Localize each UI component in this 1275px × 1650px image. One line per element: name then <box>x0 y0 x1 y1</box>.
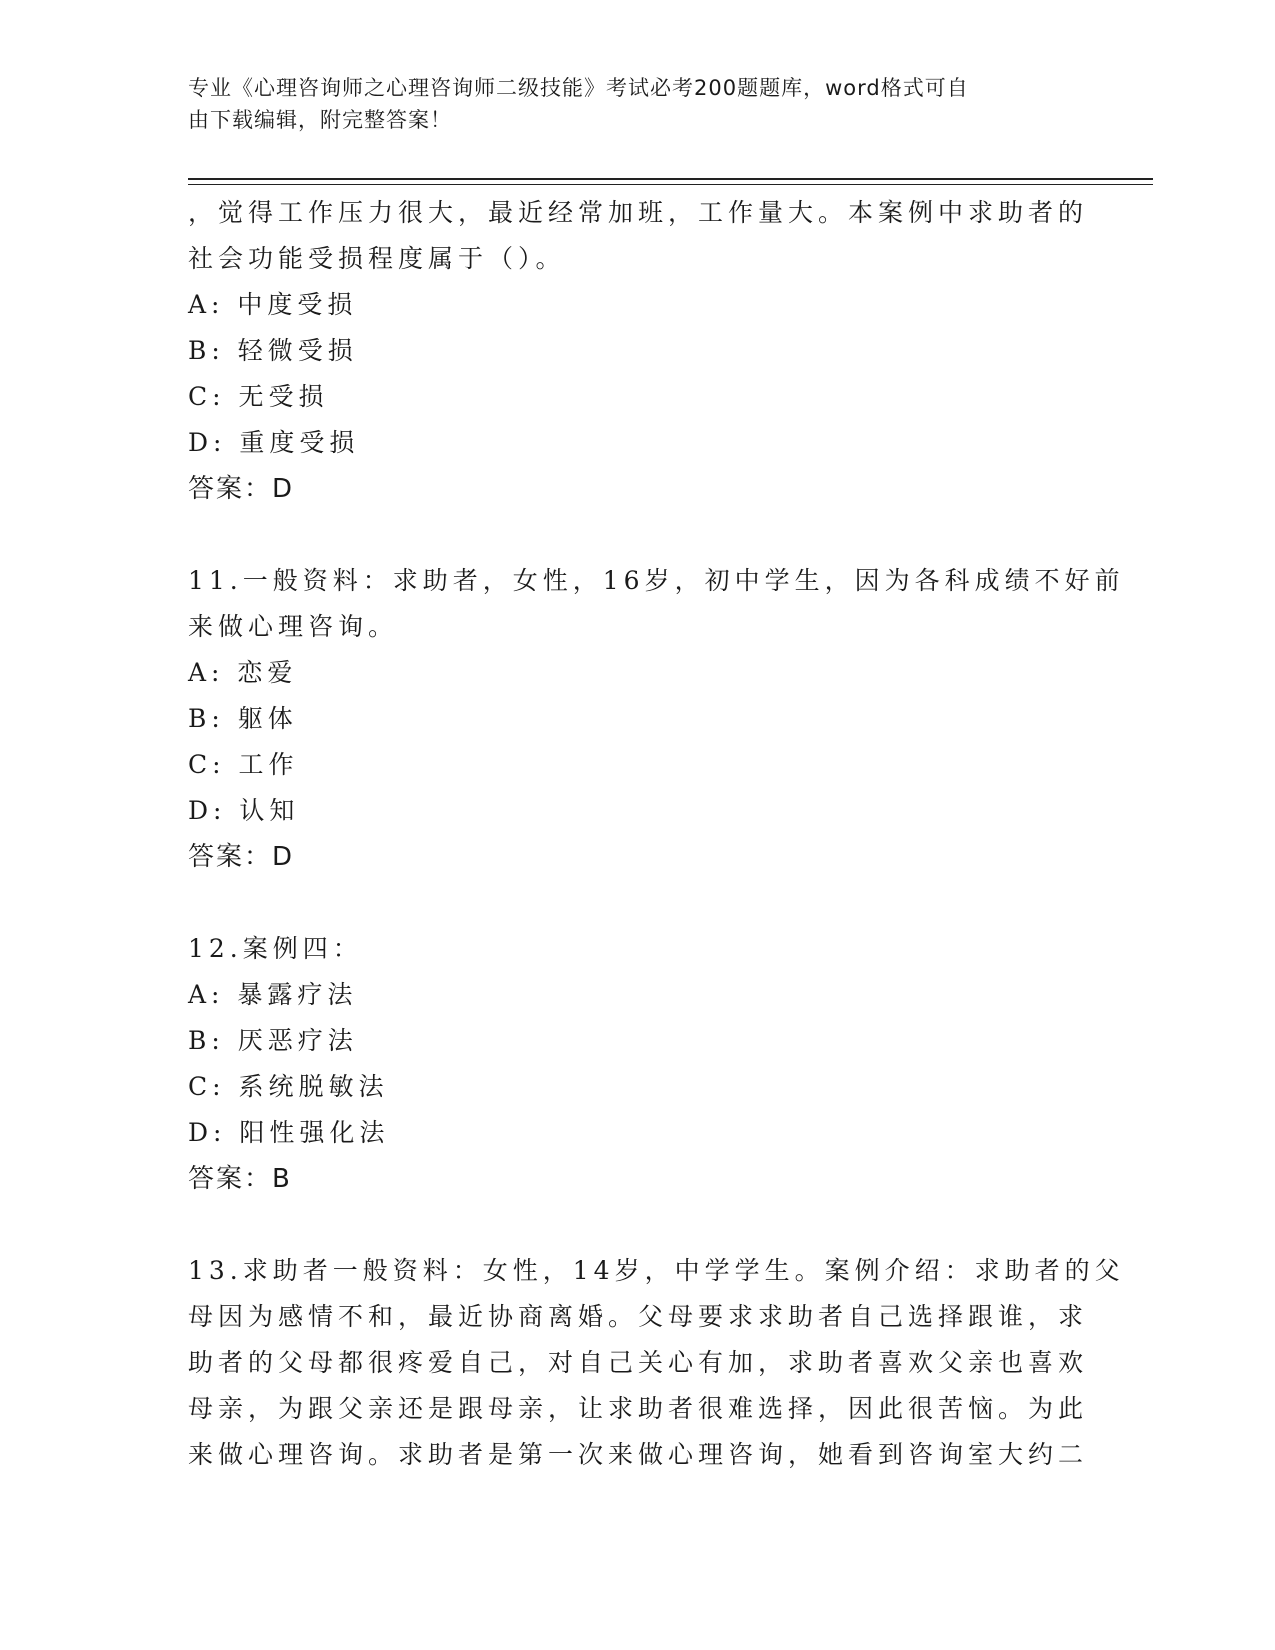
header-rule-thick <box>188 178 1153 180</box>
option-c: C: 无受损 <box>188 382 329 411</box>
option-c: C: 工作 <box>188 750 299 779</box>
answer-line: 答案：D <box>188 474 295 504</box>
spacer <box>188 880 1088 926</box>
option-a: A: 暴露疗法 <box>188 980 358 1009</box>
option-a: A: 恋爱 <box>188 658 298 687</box>
header-line-2: 由下载编辑，附完整答案！ <box>188 108 452 132</box>
option-b: B: 躯体 <box>188 704 298 733</box>
document-header <box>188 72 1068 136</box>
option-d: D: 重度受损 <box>188 428 360 457</box>
option-c: C: 系统脱敏法 <box>188 1072 389 1101</box>
document-body <box>188 190 1125 1478</box>
answer-line: 答案：B <box>188 1164 292 1194</box>
question-13 <box>188 1248 1125 1478</box>
option-a: A: 中度受损 <box>188 290 358 319</box>
option-d: D: 认知 <box>188 796 300 825</box>
header-line-1: 专业《心理咨询师之心理咨询师二级技能》考试必考200题题库，word格式可自 <box>188 76 969 100</box>
option-d: D: 阳性强化法 <box>188 1118 390 1147</box>
question-11 <box>188 558 1125 880</box>
header-rule-thin <box>188 184 1153 185</box>
question-stem: 母亲，为跟父亲还是跟母亲，让求助者很难选择，因此很苦恼。为此 <box>188 1394 1089 1423</box>
option-b: B: 厌恶疗法 <box>188 1026 358 1055</box>
question-stem: 助者的父母都很疼爱自己，对自己关心有加，求助者喜欢父亲也喜欢 <box>188 1348 1089 1377</box>
answer-line: 答案：D <box>188 842 295 872</box>
spacer <box>188 512 1088 558</box>
question-stem: 11.一般资料：求助者，女性，16岁，初中学生，因为各科成绩不好前 <box>188 566 1125 595</box>
question-10 <box>188 190 1088 512</box>
question-stem: 13.求助者一般资料：女性，14岁，中学学生。案例介绍：求助者的父 <box>188 1256 1125 1285</box>
question-stem: 母因为感情不和，最近协商离婚。父母要求求助者自己选择跟谁，求 <box>188 1302 1089 1331</box>
question-stem: 社会功能受损程度属于（）。 <box>188 244 566 273</box>
question-stem: 12.案例四： <box>188 934 363 963</box>
option-b: B: 轻微受损 <box>188 336 358 365</box>
question-stem: 来做心理咨询。 <box>188 612 399 641</box>
question-stem: ，觉得工作压力很大，最近经常加班，工作量大。本案例中求助者的 <box>188 198 1089 227</box>
spacer <box>188 1202 1088 1248</box>
question-stem: 来做心理咨询。求助者是第一次来做心理咨询，她看到咨询室大约二 <box>188 1440 1089 1469</box>
question-12 <box>188 926 1088 1202</box>
